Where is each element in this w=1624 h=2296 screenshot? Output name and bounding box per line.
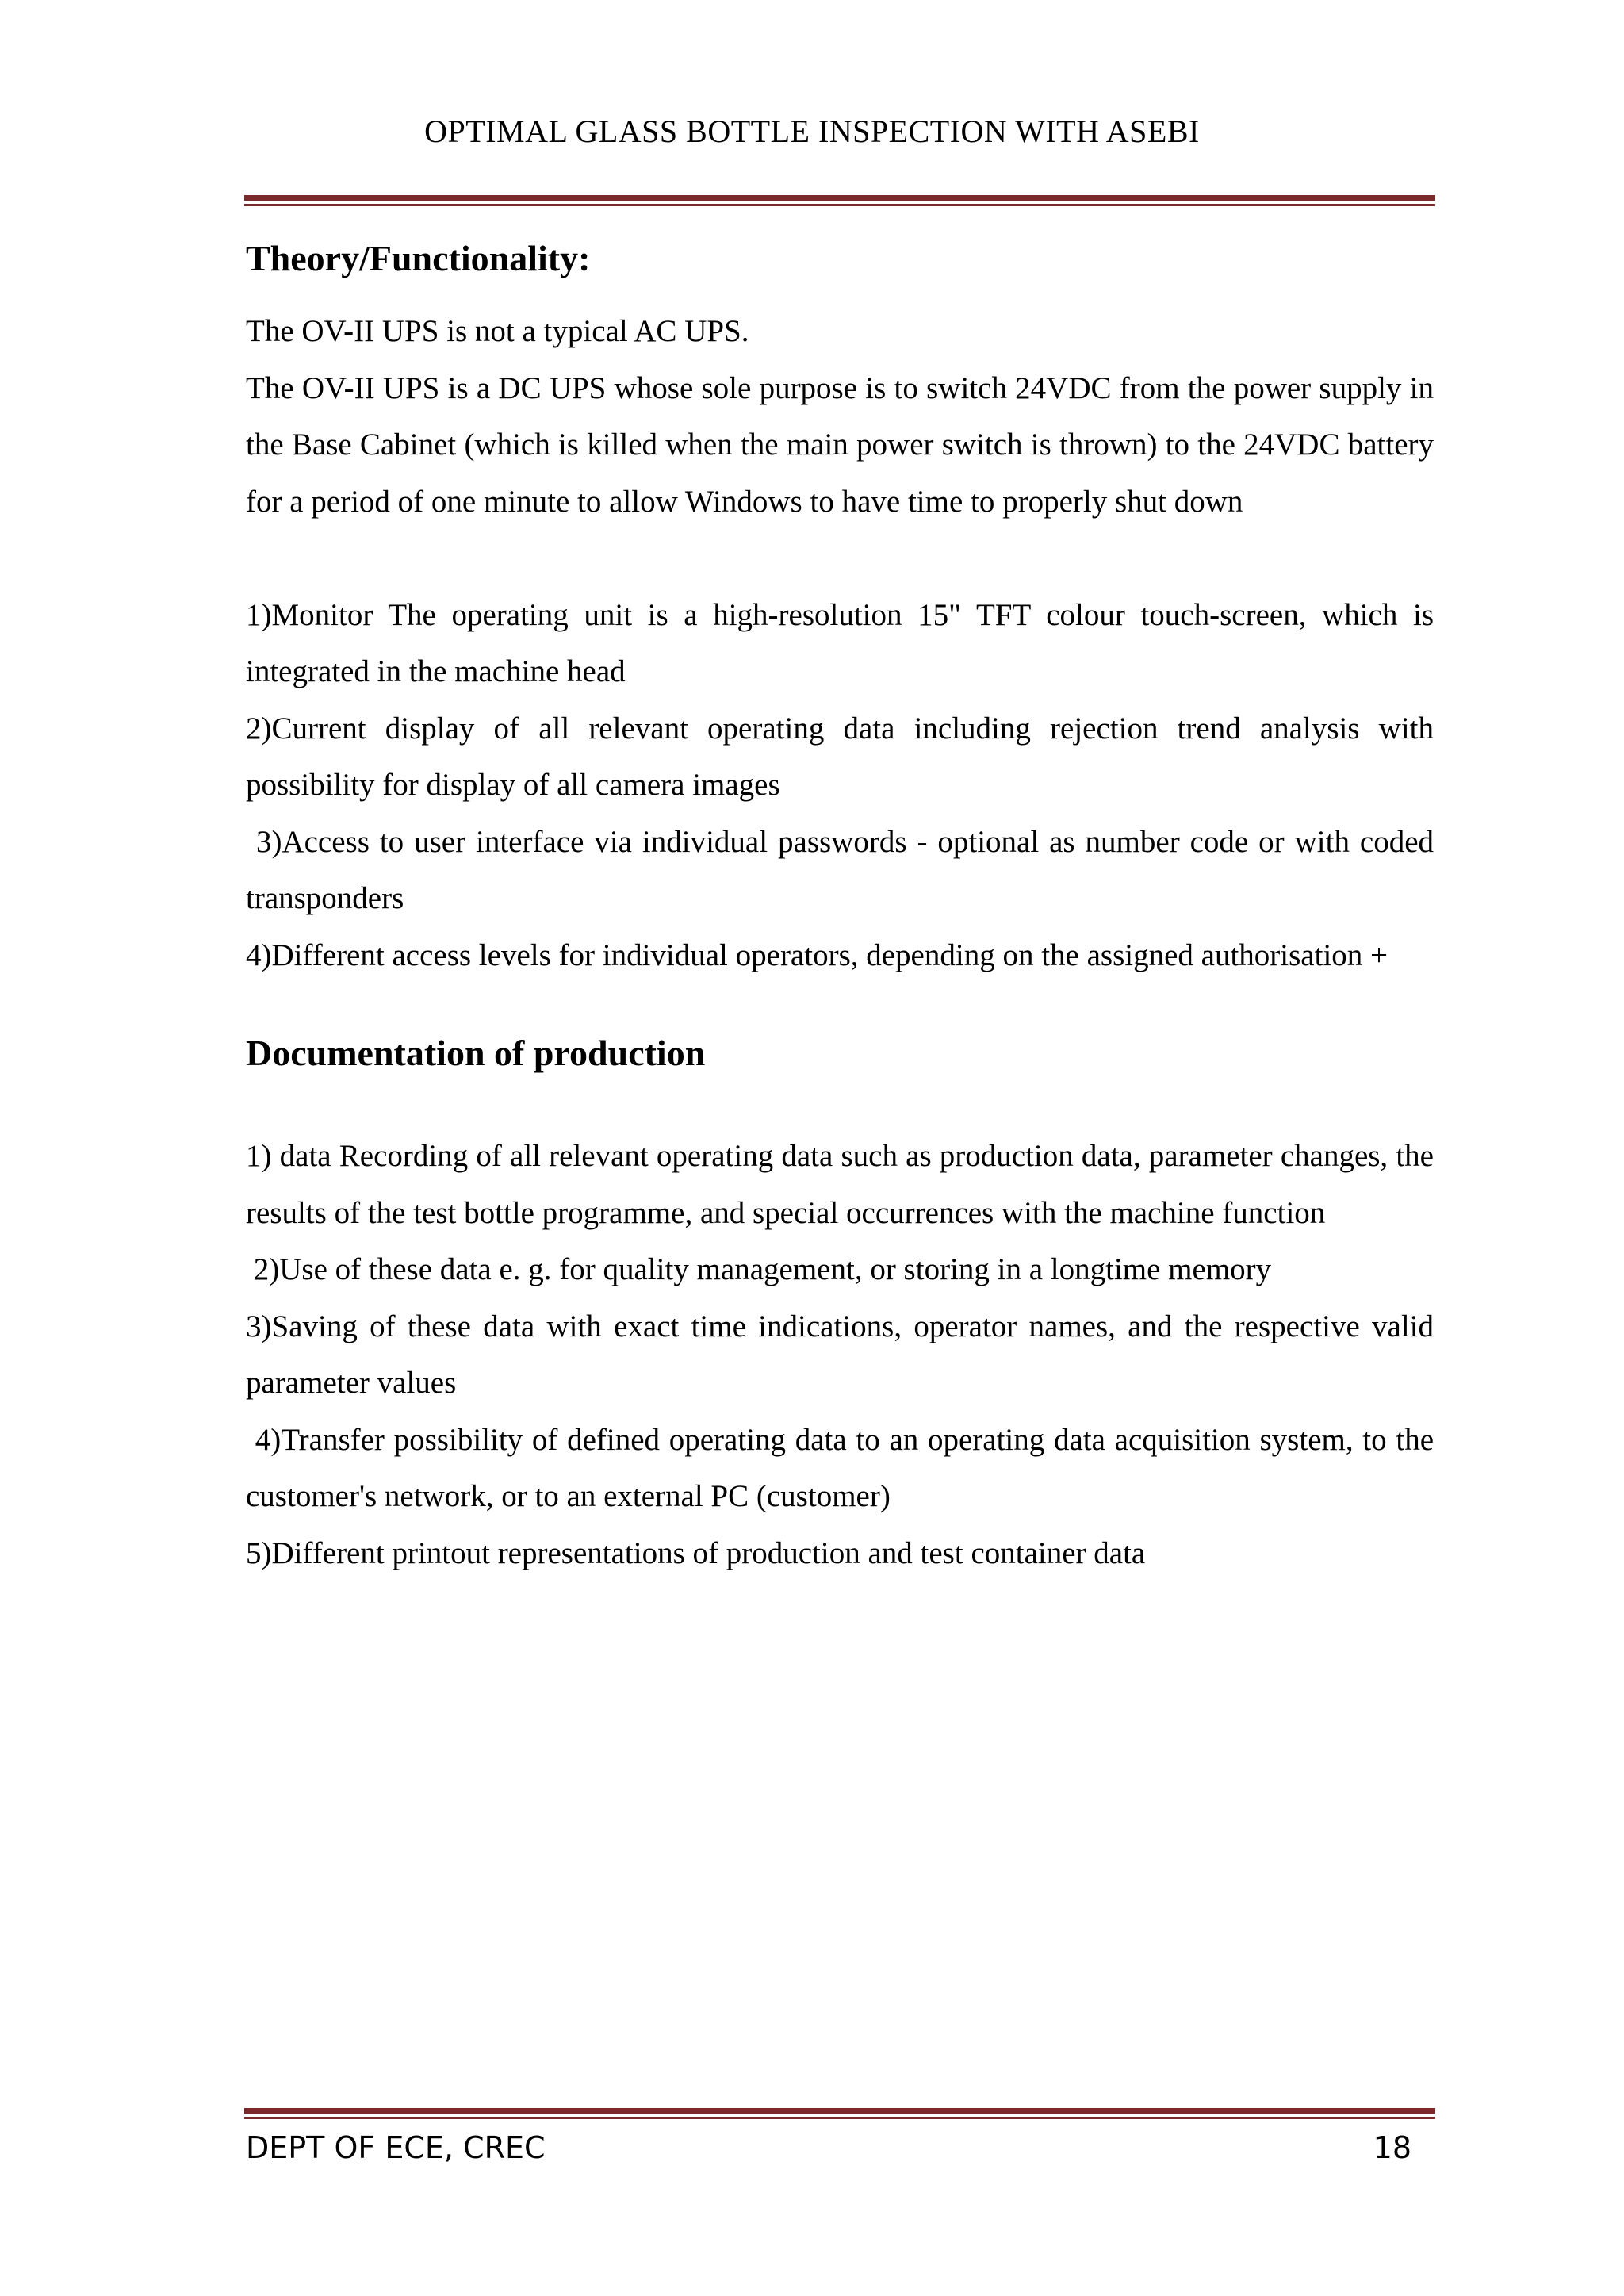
paragraph: The OV-II UPS is a DC UPS whose sole purpose is to switch 24VDC from the power supply in the Base Cabinet (which is killed when the main power switch is thrown) to the 24VDC battery for a period of one minute to allow Windows to have time to properly shut down <box>246 370 1434 519</box>
header-rule <box>244 195 1435 206</box>
footer-rule-thick <box>244 2108 1435 2114</box>
page-content <box>246 230 1442 1581</box>
list-item: 4)Different access levels for individual operators, depending on the assigned authorisation + <box>246 937 1388 972</box>
section-heading-theory: Theory/Functionality: <box>246 238 591 278</box>
list-item: 2)Current display of all relevant operating data including rejection trend analysis with possibility for display of all camera images <box>246 711 1434 802</box>
header-rule-thin <box>244 204 1435 206</box>
list-item: 5)Different printout representations of production and test container data <box>246 1535 1146 1570</box>
spacer <box>246 287 1434 303</box>
section-heading-documentation: Documentation of production <box>246 1033 706 1073</box>
footer-department: DEPT OF ECE, CREC <box>246 2130 546 2165</box>
spacer <box>246 530 1434 587</box>
running-header: OPTIMAL GLASS BOTTLE INSPECTION WITH ASEBI <box>424 113 1200 149</box>
list-item: 4)Transfer possibility of defined operating data to an operating data acquisition system, to the customer's network, or to an external PC (customer) <box>246 1422 1442 1513</box>
header-rule-thick <box>244 195 1435 201</box>
footer-rule-thin <box>244 2117 1435 2119</box>
page-number: 18 <box>1373 2130 1411 2165</box>
list-item: 3)Saving of these data with exact time indications, operator names, and the respective valid parameter values <box>246 1309 1434 1400</box>
list-item: 1) data Recording of all relevant operating data such as production data, parameter changes, the results of the test bottle programme, and special occurrences with the machine function <box>246 1139 1434 1230</box>
paragraph: The OV-II UPS is not a typical AC UPS. <box>246 314 749 348</box>
list-item: 2)Use of these data e. g. for quality management, or storing in a longtime memory <box>246 1252 1272 1286</box>
list-item: 1)Monitor The operating unit is a high-resolution 15" TFT colour touch-screen, which is integrated in the machine head <box>246 597 1434 688</box>
spacer <box>246 1082 1434 1128</box>
list-item: 3)Access to user interface via individual passwords - optional as number code or with coded transponders <box>246 824 1442 915</box>
footer-rule <box>244 2108 1435 2119</box>
